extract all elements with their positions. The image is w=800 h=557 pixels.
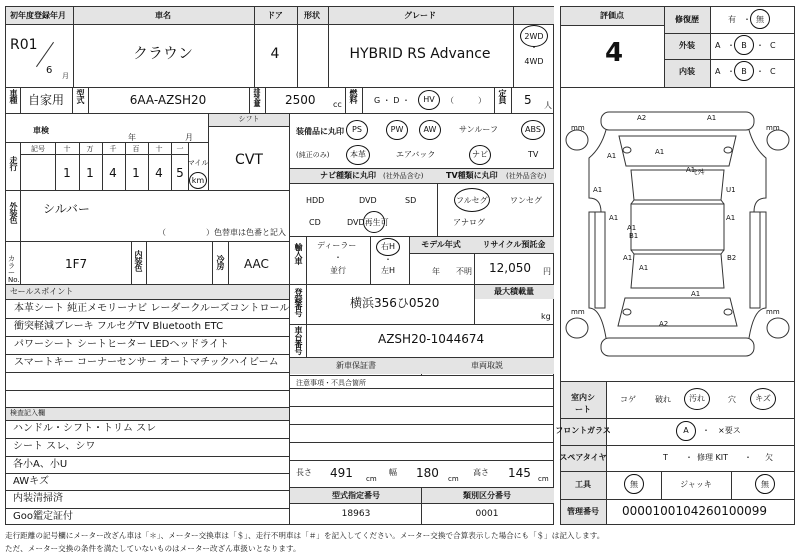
class-number: 0001 [475,509,499,519]
sales-point: 衝突軽減ブレーキ フルセグTV Bluetooth ETC [14,321,224,332]
sales-point: スマートキー コーナーセンサー オートマチックハイビーム [14,357,279,368]
registration-label: 初年度登録年月 [10,11,66,20]
damage-mark: U1 [726,186,736,194]
grade-value: HYBRID RS Advance [349,46,491,62]
dim-width: 180 [416,466,439,480]
mileage-digit: 4 [155,166,163,180]
management-number: 0000100104260100099 [622,504,768,518]
navi-dvd-circle [363,211,385,233]
damage-mark: A2 [637,114,647,122]
fuel-hv: HV [423,95,435,104]
registration-era: R01 [10,37,38,53]
model-code: 6AA-AZSH20 [129,93,207,107]
sales-point: パワーシート シートヒーター LEDヘッドライト [14,339,230,350]
svg-text:mm: mm [766,308,780,316]
damage-mark: A1 [623,254,633,262]
damage-mark: B2 [727,254,737,262]
inspector-note: Goo鑑定証付 [13,511,73,522]
damage-mark: A1 [707,114,717,122]
mileage-digit: 5 [176,166,184,180]
color-number: 1F7 [65,257,88,271]
chassis-number: AZSH20-1044674 [378,332,485,346]
damage-mark: A1 [627,224,637,232]
inspector-note: 各小A、小U [13,459,68,470]
fuel-options: G ・ D ・ [374,96,410,105]
shift-value: CVT [235,152,263,168]
damage-mark: A1 [655,148,665,156]
exterior-color: シルバー [43,202,90,216]
damage-mark: A1 [691,290,701,298]
svg-text:mm: mm [571,124,585,132]
footer-note-2: ただ、メーター交換の条件を満たしていないものはメーター改ざん車扱いとなります。 [5,544,301,553]
registration-month: 6 [46,65,53,76]
inspector-note: 内装清掃済 [13,493,63,504]
damage-mark: A1 [686,166,696,174]
damage-mark: A1 [726,214,736,222]
car-name-label: 車名 [155,11,171,20]
shape-label: 形状 [304,11,320,20]
displacement: 2500 [285,93,316,107]
cooler-type: AAC [244,257,269,271]
footer-note-1: 走行距離の記号欄にメーター改ざん車は「＊」、メーター交換車は「＄」、走行不明車は「＃」を記入してください。メーター交換で合算表示した場合にも「＄」は記入します。 [5,531,605,540]
damage-mark: A1 [609,214,619,222]
damage-mark: A1 [593,186,603,194]
plate-number: 横浜356ひ0520 [350,296,440,310]
grade-label: グレード [404,11,436,20]
inspector-note: シート スレ、シワ [13,441,96,452]
svg-text:mm: mm [766,124,780,132]
inspector-note: ハンドル・シフト・トリム スレ [13,423,157,434]
svg-text:mm: mm [571,308,585,316]
svg-text:ﾋﾗｷ: ﾋﾗｷ [694,168,705,176]
mileage-digit: 4 [109,166,117,180]
score-value: 4 [604,38,624,68]
mileage-digit: 1 [86,166,94,180]
dim-length: 491 [330,466,353,480]
usage-type: 自家用 [28,93,65,107]
mileage-digit: 1 [132,166,140,180]
inspector-note: AWキズ [13,476,49,487]
mileage-digit: 1 [63,166,71,180]
capacity: 5 [524,93,532,107]
damage-mark: B1 [629,232,639,240]
car-damage-diagram [561,88,794,380]
damage-mark: A1 [639,264,649,272]
damage-mark: A2 [659,320,669,328]
door-count: 4 [270,46,280,62]
drive-4wd: 4WD [524,57,544,66]
sales-point: 本革シート 純正メモリーナビ レーダークルーズコントロール [14,303,290,314]
mileage-unit: km [191,176,205,185]
damage-mark: A1 [607,152,617,160]
drive-2wd: 2WD [524,32,544,41]
dim-height: 145 [508,466,531,480]
car-name: クラウン [132,44,194,62]
recycle-fee: 12,050 [489,261,531,275]
type-number: 18963 [341,509,371,519]
door-label: ドア [267,11,283,20]
